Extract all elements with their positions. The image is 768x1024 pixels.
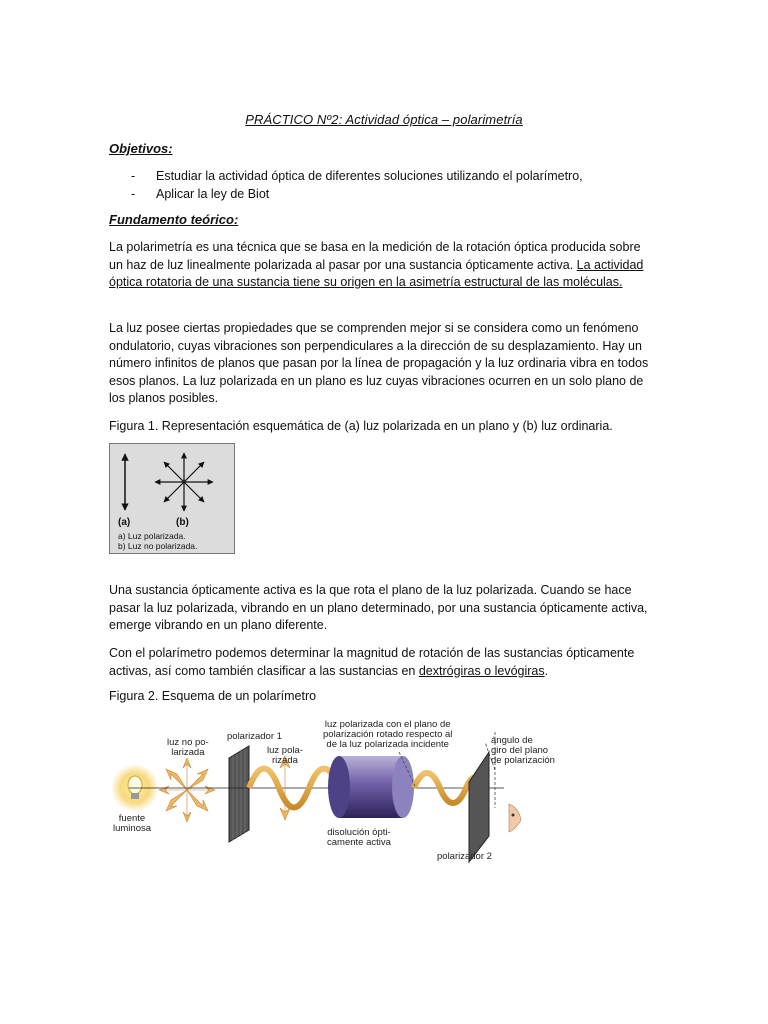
figure2-image: [109, 712, 579, 874]
figure1-legend-b: b) Luz no polarizada.: [118, 541, 198, 551]
list-item: - Aplicar la ley de Biot: [109, 186, 583, 204]
paragraph-active-substance: Una sustancia ópticamente activa es la que rota el plano de la luz polarizada. Cuando se hace pasar la luz polarizada, vibrando en un plano determinado, por una sustancia ópticamente activa, emerge vibrando en un plano diferente.: [109, 583, 648, 633]
paragraph-end: .: [544, 663, 549, 678]
label-light-source: fuente luminosa: [113, 813, 152, 834]
paragraph-polarimetry: [109, 239, 657, 292]
label-optically-active-solution: disolución ópti- camente activa: [327, 827, 391, 848]
figure1-label-b: (b): [176, 517, 189, 528]
underlined-term: dextrógiras o levógiras: [418, 663, 545, 678]
objectives-list: [109, 168, 583, 203]
figure1-caption: Figura 1. Representación esquemática de (a) luz polarizada en un plano y (b) luz ordinaria.: [109, 419, 613, 433]
paragraph-polarimeter: [109, 645, 657, 680]
list-item: - Estudiar la actividad óptica de diferentes soluciones utilizando el polarímetro,: [109, 168, 583, 186]
label-polarized-light: luz pola- rizada: [267, 745, 303, 766]
figure1-legend-a: a) Luz polarizada.: [118, 531, 186, 541]
label-rotated-light: luz polarizada con el plano de polarización rotado respecto al de la luz polarizada incidente: [323, 719, 453, 750]
label-rotation-angle: ángulo de giro del plano de polarización: [491, 735, 555, 766]
paragraph-light: La luz posee ciertas propiedades que se comprenden mejor si se considera como un fenómeno ondulatorio, cuyas vibraciones son perpendiculares a la dirección de su desplazamiento. Hay un número infinitos de planos que pasan por la línea de propagación y la luz ordinaria vibra en todos esos planos. La luz polarizada en un plano es luz cuyas vibraciones ocurren en un solo plano de los planos posibles.: [109, 321, 649, 406]
figure2-caption: Figura 2. Esquema de un polarímetro: [109, 689, 317, 703]
paragraph-text: Con el polarímetro podemos determinar la magnitud de rotación de las sustancias ópticamente activas, así como también clasificar a las sustancias en: [109, 646, 635, 678]
underlined-statement: La actividad óptica rotatoria de una sustancia tiene su origen en la asimetría estructural de las moléculas.: [109, 257, 644, 290]
paragraph-text: La polarimetría es una técnica que se basa en la medición de la rotación óptica producida sobre un haz de luz linealmente polarizada al pasar por una sustancia ópticamente activa.: [109, 240, 641, 272]
label-unpolarized-light: luz no po- larizada: [167, 737, 209, 758]
theory-heading: Fundamento teórico:: [109, 212, 239, 227]
figure1-label-a: (a): [118, 517, 131, 528]
document-title: PRÁCTICO Nº2: Actividad óptica – polarimetría: [245, 112, 523, 127]
figure1-image: [109, 443, 235, 554]
label-polarizer-2: polarizador 2: [437, 851, 492, 862]
objectives-heading: Objetivos:: [109, 141, 173, 156]
label-polarizer-1: polarizador 1: [227, 731, 282, 742]
